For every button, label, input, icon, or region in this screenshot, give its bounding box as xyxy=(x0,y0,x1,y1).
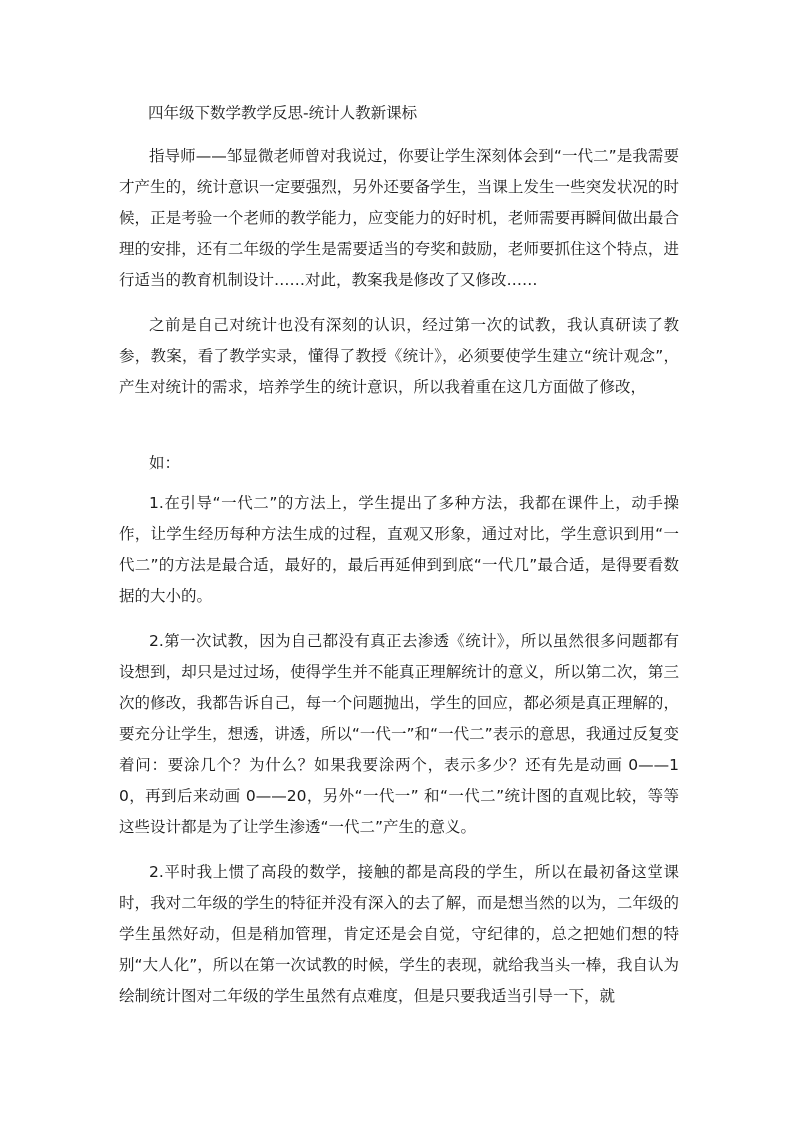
document-title: 四年级下数学教学反思-统计人教新课标 xyxy=(148,104,418,122)
paragraph-point-2-students: 2.平时我上惯了高段的数学，接触的都是高段的学生，所以在最初备这堂课时，我对二年级的学生的特征并没有深入的去了解，而是想当然的以为，二年级的学生虽然好动，但是稍加管理，肯定还是会自觉，守纪律的，总之把她们想的特别“大人化”，所以在第一次试教的时候，学生的表现，就给我当头一棒，我自认为绘制统计图对二年级的学生虽然有点难度，但是只要我适当引导一下，就 xyxy=(119,863,679,1005)
paragraph-mentor-advice: 指导师——邹显微老师曾对我说过，你要让学生深刻体会到“一代二”是我需要才产生的，统计意识一定要强烈，另外还要备学生，当课上发生一些突发状况的时候，正是考验一个老师的教学能力，应变能力的好时机，老师需要再瞬间做出最合理的安排，还有二年级的学生是需要适当的夸奖和鼓励，老师要抓住这个特点，进行适当的教育机制设计……对此，教案我是修改了又修改…… xyxy=(119,147,679,289)
paragraph-point-1: 1.在引导“一代二”的方法上，学生提出了多种方法，我都在课件上，动手操作，让学生经历每种方法生成的过程，直观又形象，通过对比，学生意识到用“一代二”的方法是最合适，最好的，最后再延伸到到底“一代几”最合适，是得要看数据的大小的。 xyxy=(119,494,679,605)
paragraph-prior-understanding: 之前是自己对统计也没有深刻的认识，经过第一次的试教，我认真研读了教参，教案，看了教学实录，懂得了教授《统计》，必须要使学生建立“统计观念”，产生对统计的需求，培养学生的统计意识，所以我着重在这几方面做了修改， xyxy=(119,316,679,396)
paragraph-example-intro: 如： xyxy=(149,454,181,472)
paragraph-point-2-trial: 2.第一次试教，因为自己都没有真正去渗透《统计》，所以虽然很多问题都有设想到，却只是过过场，使得学生并不能真正理解统计的意义，所以第二次，第三次的修改，我都告诉自己，每一个问题抛出，学生的回应，都必须是真正理解的，要充分让学生，想透，讲透，所以“一代一”和“一代二”表示的意思，我通过反复变着问：要涂几个？为什么？如果我要涂两个，表示多少？还有先是动画 0——10，再到后来动画 0——20，另外“一代一” 和“一代二”统计图的直观比较，等等这些设计都是为了让学生渗透“一代二”产生的意义。 xyxy=(119,632,679,836)
